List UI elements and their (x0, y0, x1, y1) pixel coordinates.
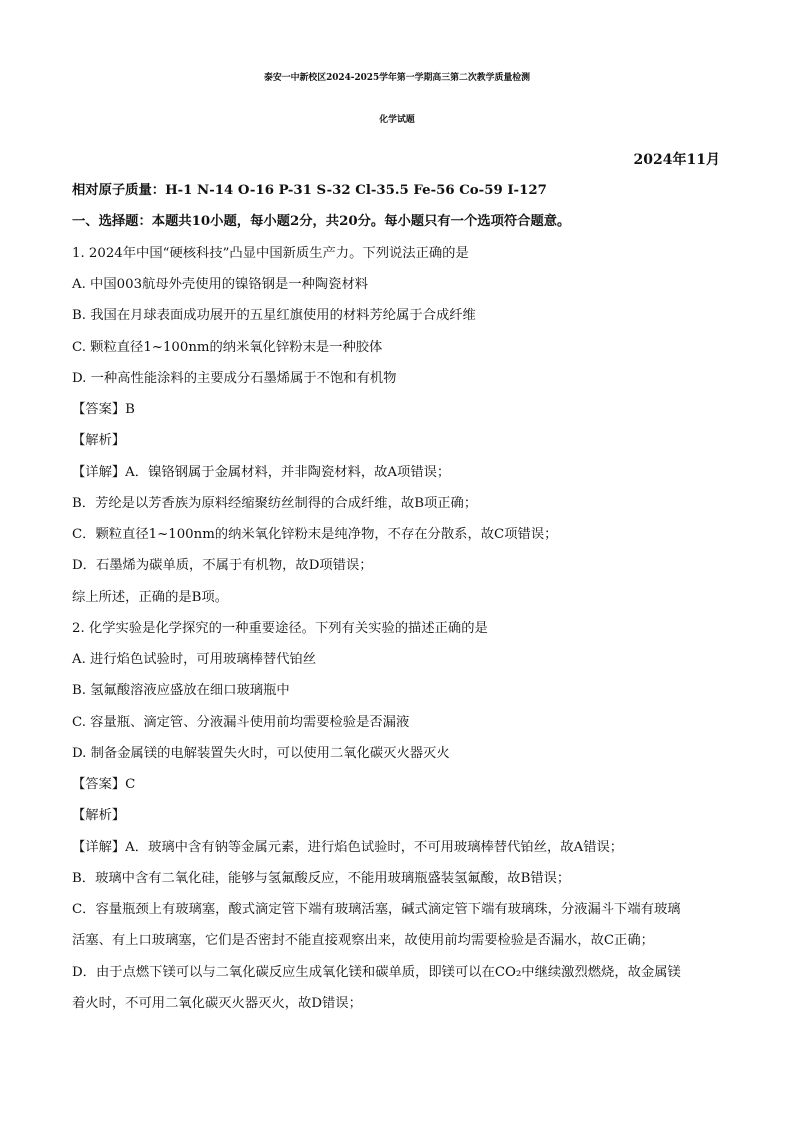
q2-detail-a: 【详解】A．玻璃中含有钠等金属元素，进行焰色试验时，不可用玻璃棒替代铂丝，故A错误； (72, 840, 624, 855)
q1-stem: 1. 2024年中国“硬核科技”凸显中国新质生产力。下列说法正确的是 (72, 246, 469, 261)
page-subtitle: 化学试题 (379, 115, 415, 125)
q2-detail-c-line2: 活塞、有上口玻璃塞，它们是否密封不能直接观察出来，故使用前均需要检验是否漏水，故C正确； (72, 933, 654, 948)
exam-date: 2024年11月 (633, 152, 720, 168)
atomic-masses: 相对原子质量：H-1 N-14 O-16 P-31 S-32 Cl-35.5 Fe-56 Co-59 I-127 (72, 183, 547, 198)
q1-answer: 【答案】B (72, 402, 135, 417)
q1-option-d: D. 一种高性能涂料的主要成分石墨烯属于不饱和有机物 (72, 371, 397, 386)
q1-detail-a: 【详解】A．镍铬钢属于金属材料，并非陶瓷材料，故A项错误； (72, 465, 451, 480)
q2-option-c: C. 容量瓶、滴定管、分液漏斗使用前均需要检验是否漏液 (72, 715, 410, 730)
q1-detail-d: D．石墨烯为碳单质，不属于有机物，故D项错误； (72, 558, 373, 573)
q2-option-d: D. 制备金属镁的电解装置失火时，可以使用二氧化碳灭火器灭火 (72, 746, 450, 761)
q1-detail-b: B．芳纶是以芳香族为原料经缩聚纺丝制得的合成纤维，故B项正确； (72, 496, 478, 511)
q1-option-c: C. 颗粒直径1~100nm的纳米氧化锌粉末是一种胶体 (72, 340, 383, 355)
section-heading: 一、选择题：本题共10小题，每小题2分，共20分。每小题只有一个选项符合题意。 (72, 214, 571, 229)
q1-option-a: A. 中国003航母外壳使用的镍铬钢是一种陶瓷材料 (72, 277, 369, 292)
q2-answer: 【答案】C (72, 777, 136, 792)
q2-detail-d-line1: D．由于点燃下镁可以与二氧化碳反应生成氧化镁和碳单质，即镁可以在CO₂中继续激烈燃烧，故金属镁 (72, 965, 681, 980)
q2-analysis-label: 【解析】 (72, 808, 126, 823)
q1-option-b: B. 我国在月球表面成功展开的五星红旗使用的材料芳纶属于合成纤维 (72, 308, 476, 323)
q1-summary: 综上所述，正确的是B项。 (72, 590, 229, 605)
q2-detail-c-line1: C．容量瓶颈上有玻璃塞，酸式滴定管下端有玻璃活塞，碱式滴定管下端有玻璃珠，分液漏斗下端有玻璃 (72, 902, 681, 917)
q1-analysis-label: 【解析】 (72, 433, 126, 448)
q2-option-b: B. 氢氟酸溶液应盛放在细口玻璃瓶中 (72, 683, 290, 698)
page-title: 泰安一中新校区2024-2025学年第一学期高三第二次教学质量检测 (263, 73, 531, 83)
q2-stem: 2. 化学实验是化学探究的一种重要途径。下列有关实验的描述正确的是 (72, 621, 488, 636)
q1-detail-c: C．颗粒直径1~100nm的纳米氧化锌粉末是纯净物，不存在分散系，故C项错误； (72, 527, 558, 542)
q2-detail-d-line2: 着火时，不可用二氧化碳灭火器灭火，故D错误； (72, 996, 362, 1011)
q2-option-a: A. 进行焰色试验时，可用玻璃棒替代铂丝 (72, 652, 317, 667)
q2-detail-b: B．玻璃中含有二氧化硅，能够与氢氟酸反应，不能用玻璃瓶盛装氢氟酸，故B错误； (72, 871, 571, 886)
